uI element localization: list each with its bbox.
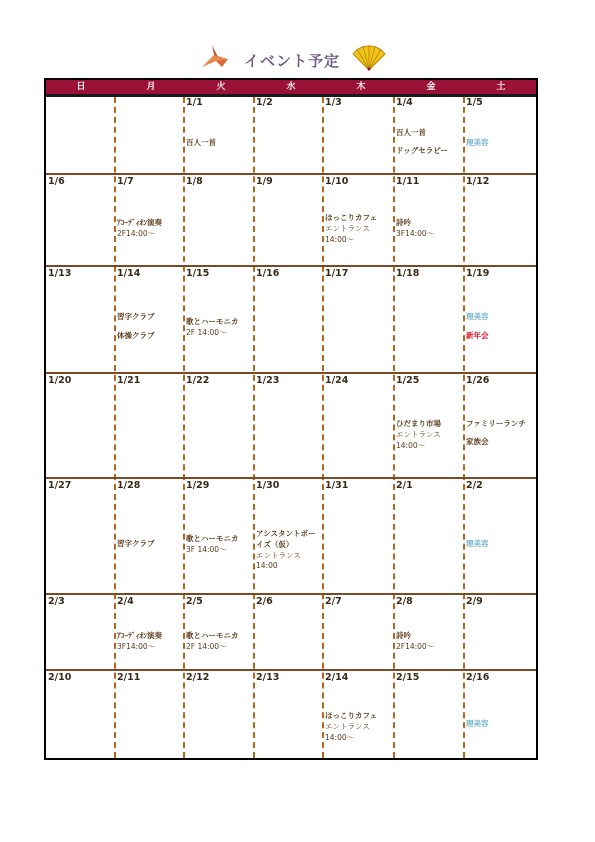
day-label: 2/8	[396, 596, 413, 607]
event-item: 新年会	[466, 331, 489, 340]
folding-fan-icon	[352, 44, 386, 72]
day-label: 1/26	[466, 375, 490, 386]
event-item: 詩吟 2F14:00～	[396, 631, 435, 651]
day-label: 2/5	[186, 596, 203, 607]
event-item: 理美容	[466, 539, 489, 548]
day-label: 2/13	[256, 672, 280, 683]
weekday-tue: 火	[216, 82, 226, 92]
event-item: ドッグセラピー	[396, 146, 448, 155]
week-divider	[46, 173, 536, 175]
grid-divider	[322, 97, 324, 758]
event-item: 家族会	[466, 437, 489, 446]
day-label: 1/12	[466, 176, 490, 187]
weekday-wed: 水	[286, 82, 296, 92]
day-label: 2/2	[466, 480, 483, 491]
weekday-thu: 木	[356, 82, 366, 92]
event-item: 習字クラブ	[117, 539, 155, 548]
day-label: 1/11	[396, 176, 420, 187]
day-label: 1/21	[117, 375, 141, 386]
event-item: 歌とハーモニカ 2F 14:00～	[186, 317, 239, 337]
grid-divider	[393, 97, 395, 758]
day-label: 1/28	[117, 480, 141, 491]
event-item: 百人一首	[396, 128, 426, 137]
weekday-sun: 日	[76, 82, 86, 92]
day-label: 2/12	[186, 672, 210, 683]
day-label: 1/27	[48, 480, 72, 491]
day-label: 1/24	[325, 375, 349, 386]
day-label: 2/9	[466, 596, 483, 607]
event-item: 体操クラブ	[117, 331, 155, 340]
day-label: 1/8	[186, 176, 203, 187]
weekday-sat: 土	[496, 82, 506, 92]
day-label: 1/17	[325, 268, 349, 279]
day-label: 1/18	[396, 268, 420, 279]
week-divider	[46, 372, 536, 374]
day-label: 1/3	[325, 97, 342, 108]
day-label: 2/4	[117, 596, 134, 607]
day-label: 1/5	[466, 97, 483, 108]
day-label: 2/15	[396, 672, 420, 683]
event-calendar	[44, 78, 538, 760]
day-label: 1/13	[48, 268, 72, 279]
day-label: 2/3	[48, 596, 65, 607]
day-label: 1/1	[186, 97, 203, 108]
week-divider	[46, 477, 536, 479]
day-label: 1/25	[396, 375, 420, 386]
day-label: 1/16	[256, 268, 280, 279]
event-item: ファミリーランチ	[466, 419, 526, 428]
page-header	[0, 40, 595, 76]
week-divider	[46, 593, 536, 595]
day-label: 2/7	[325, 596, 342, 607]
day-label: 1/31	[325, 480, 349, 491]
day-label: 2/11	[117, 672, 141, 683]
event-item: 習字クラブ	[117, 312, 155, 321]
day-label: 1/20	[48, 375, 72, 386]
event-item: ひだまり市場 エントランス14:00～	[396, 419, 441, 450]
day-label: 1/30	[256, 480, 280, 491]
event-item: ほっこりカフェ エントランス14:00～	[325, 213, 378, 244]
page-title: イベント予定	[244, 52, 341, 70]
day-label: 1/14	[117, 268, 141, 279]
event-item: 歌とハーモニカ 3F 14:00～	[186, 534, 239, 554]
grid-divider	[183, 97, 185, 758]
event-item: ほっこりカフェ エントランス14:00～	[325, 711, 378, 742]
event-item: 百人一首	[186, 138, 216, 147]
paper-crane-icon	[200, 45, 230, 69]
weekday-mon: 月	[146, 82, 156, 92]
event-item: アシスタントボーイズ（仮） エントランス14:00	[256, 529, 316, 570]
week-divider	[46, 669, 536, 671]
day-label: 1/2	[256, 97, 273, 108]
grid-divider	[114, 97, 116, 758]
day-label: 2/14	[325, 672, 349, 683]
grid-divider	[463, 97, 465, 758]
day-label: 1/9	[256, 176, 273, 187]
grid-divider	[253, 97, 255, 758]
day-label: 1/22	[186, 375, 210, 386]
day-label: 1/19	[466, 268, 490, 279]
event-item: ｱｺｰﾃﾞｨｵﾝ演奏 2F14:00～	[117, 218, 162, 238]
day-label: 1/7	[117, 176, 134, 187]
event-item: 理美容	[466, 138, 489, 147]
event-item: 詩吟 3F14:00～	[396, 218, 435, 238]
day-label: 1/6	[48, 176, 65, 187]
event-item: 歌とハーモニカ 2F 14:00～	[186, 631, 239, 651]
day-label: 1/29	[186, 480, 210, 491]
day-label: 1/15	[186, 268, 210, 279]
day-label: 2/10	[48, 672, 72, 683]
day-label: 1/23	[256, 375, 280, 386]
day-label: 1/4	[396, 97, 413, 108]
day-label: 1/10	[325, 176, 349, 187]
weekday-header	[46, 80, 536, 97]
day-label: 2/6	[256, 596, 273, 607]
event-item: 理美容	[466, 719, 489, 728]
event-item: 理美容	[466, 312, 489, 321]
event-item: ｱｺｰﾃﾞｨｵﾝ演奏 3F14:00～	[117, 631, 162, 651]
week-divider	[46, 265, 536, 267]
day-label: 2/1	[396, 480, 413, 491]
weekday-fri: 金	[426, 82, 436, 92]
day-label: 2/16	[466, 672, 490, 683]
